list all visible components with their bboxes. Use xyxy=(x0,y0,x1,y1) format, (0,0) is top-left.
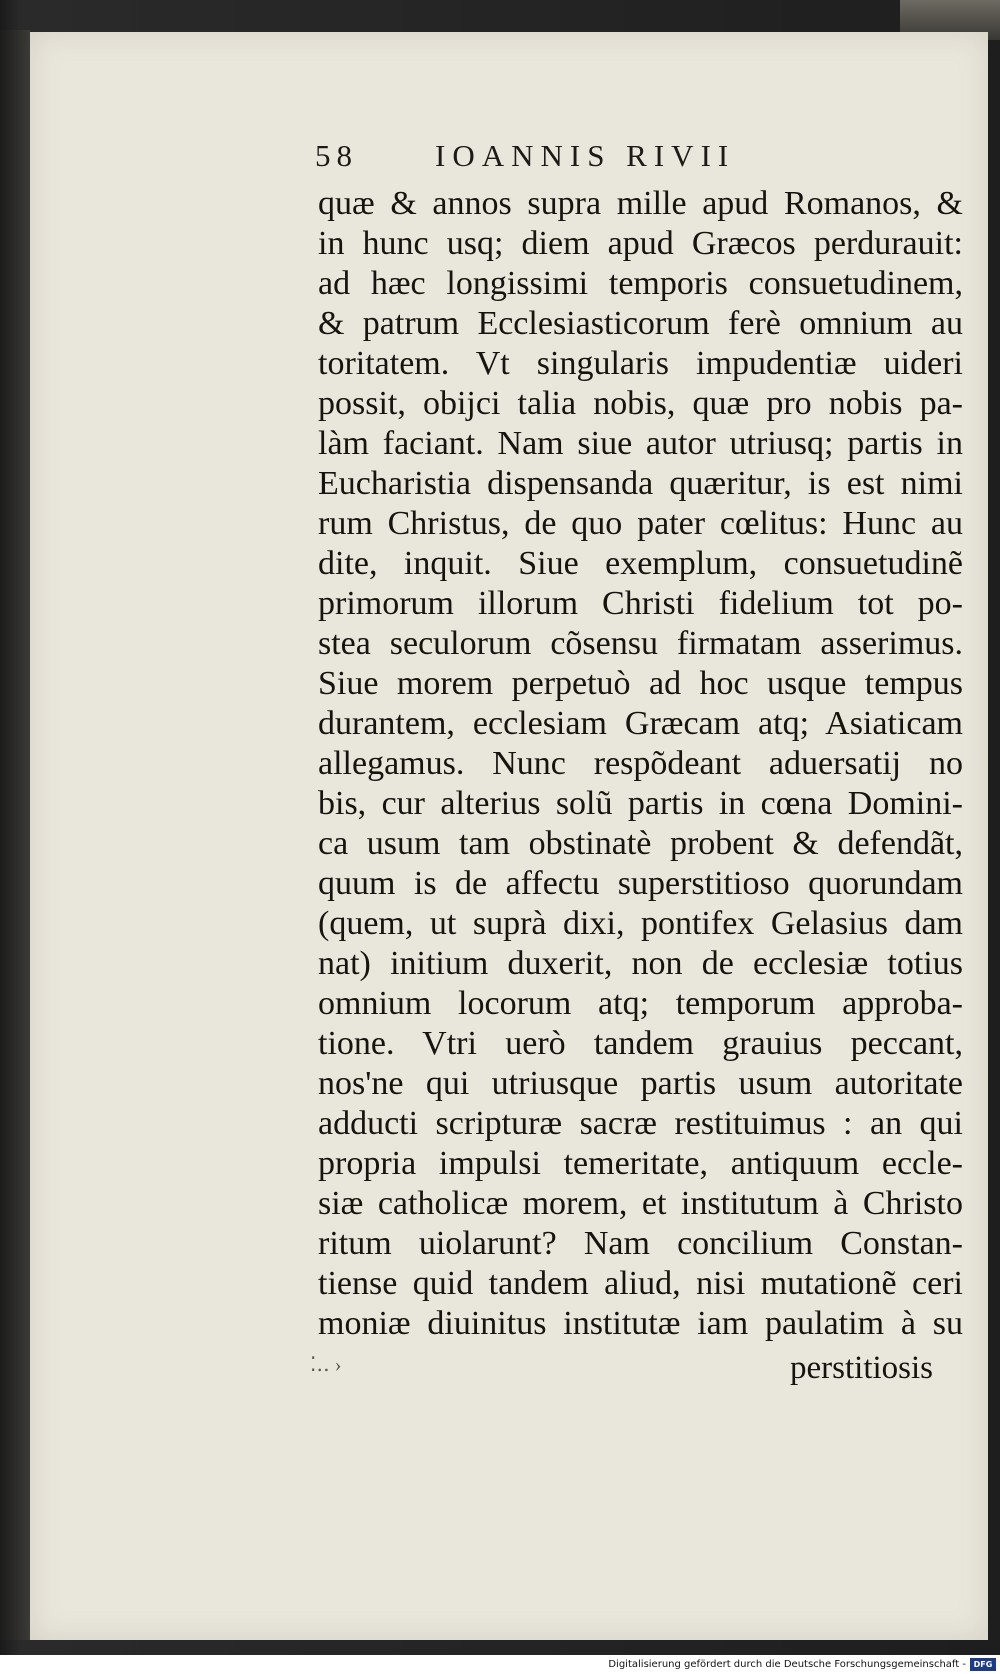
text-line: tiense quid tandem aliud, nisi mutationẽ ceri xyxy=(318,1265,963,1302)
running-head-title: IOANNIS RIVII xyxy=(435,138,736,173)
text-line: nos'ne qui utriusque partis usum autoritate xyxy=(318,1065,963,1102)
text-line: toritatem. Vt singularis impudentiæ uideri xyxy=(318,345,963,382)
text-line: stea seculorum cõsensu firmatam asserimus. xyxy=(318,625,963,662)
text-line: siæ catholicæ morem, et institutum à Christo xyxy=(318,1185,963,1222)
text-line: Siue morem perpetuò ad hoc usque tempus xyxy=(318,665,963,702)
text-line: moniæ diuinitus institutæ iam paulatim à su xyxy=(318,1305,963,1342)
page-number: 58 xyxy=(315,138,358,173)
body-text xyxy=(318,184,963,1344)
signature-mark: ⁚‥ › xyxy=(310,1354,342,1376)
text-line: & patrum Ecclesiasticorum ferè omnium au xyxy=(318,305,963,342)
text-line: quæ & annos supra mille apud Romanos, & xyxy=(318,185,963,222)
text-line: rum Christus, de quo pater cœlitus: Hunc au xyxy=(318,505,963,542)
text-line: propria impulsi temeritate, antiquum eccle- xyxy=(318,1145,963,1182)
text-line: quum is de affectu superstitioso quorundam xyxy=(318,865,963,902)
text-line: dite, inquit. Siue exemplum, consuetudinẽ xyxy=(318,545,963,582)
funding-credit: Digitalisierung gefördert durch die Deutsche Forschungsgemeinschaft - xyxy=(608,1659,966,1670)
text-line: nat) initium duxerit, non de ecclesiæ totius xyxy=(318,945,963,982)
text-line: ca usum tam obstinatè probent & defendãt, xyxy=(318,825,963,862)
footer-bar xyxy=(0,1655,1000,1674)
binding-edge xyxy=(0,30,30,1640)
text-line: làm faciant. Nam siue autor utriusq; partis in xyxy=(318,425,963,462)
text-line: in hunc usq; diem apud Græcos perdurauit: xyxy=(318,225,963,262)
text-line: possit, obijci talia nobis, quæ pro nobis pa- xyxy=(318,385,963,422)
catchword: perstitiosis xyxy=(790,1350,934,1386)
text-line: ad hæc longissimi temporis consuetudinem, xyxy=(318,265,963,302)
text-line: durantem, ecclesiam Græcam atq; Asiaticam xyxy=(318,705,963,742)
text-line: bis, cur alterius solũ partis in cœna Domini- xyxy=(318,785,963,822)
text-line: ritum uiolarunt? Nam concilium Constan- xyxy=(318,1225,963,1262)
running-head xyxy=(315,138,855,174)
text-line: adducti scripturæ sacræ restituimus : an qui xyxy=(318,1105,963,1142)
text-line: primorum illorum Christi fidelium tot po- xyxy=(318,585,963,622)
text-line: tione. Vtri uerò tandem grauius peccant, xyxy=(318,1025,963,1062)
text-line: omnium locorum atq; temporum approba- xyxy=(318,985,963,1022)
text-line: (quem, ut suprà dixi, pontifex Gelasius dam xyxy=(318,905,963,942)
dfg-logo-icon: DFG xyxy=(970,1658,996,1671)
text-line: Eucharistia dispensanda quæritur, is est nimi xyxy=(318,465,963,502)
text-line: allegamus. Nunc respõdeant aduersatij no xyxy=(318,745,963,782)
